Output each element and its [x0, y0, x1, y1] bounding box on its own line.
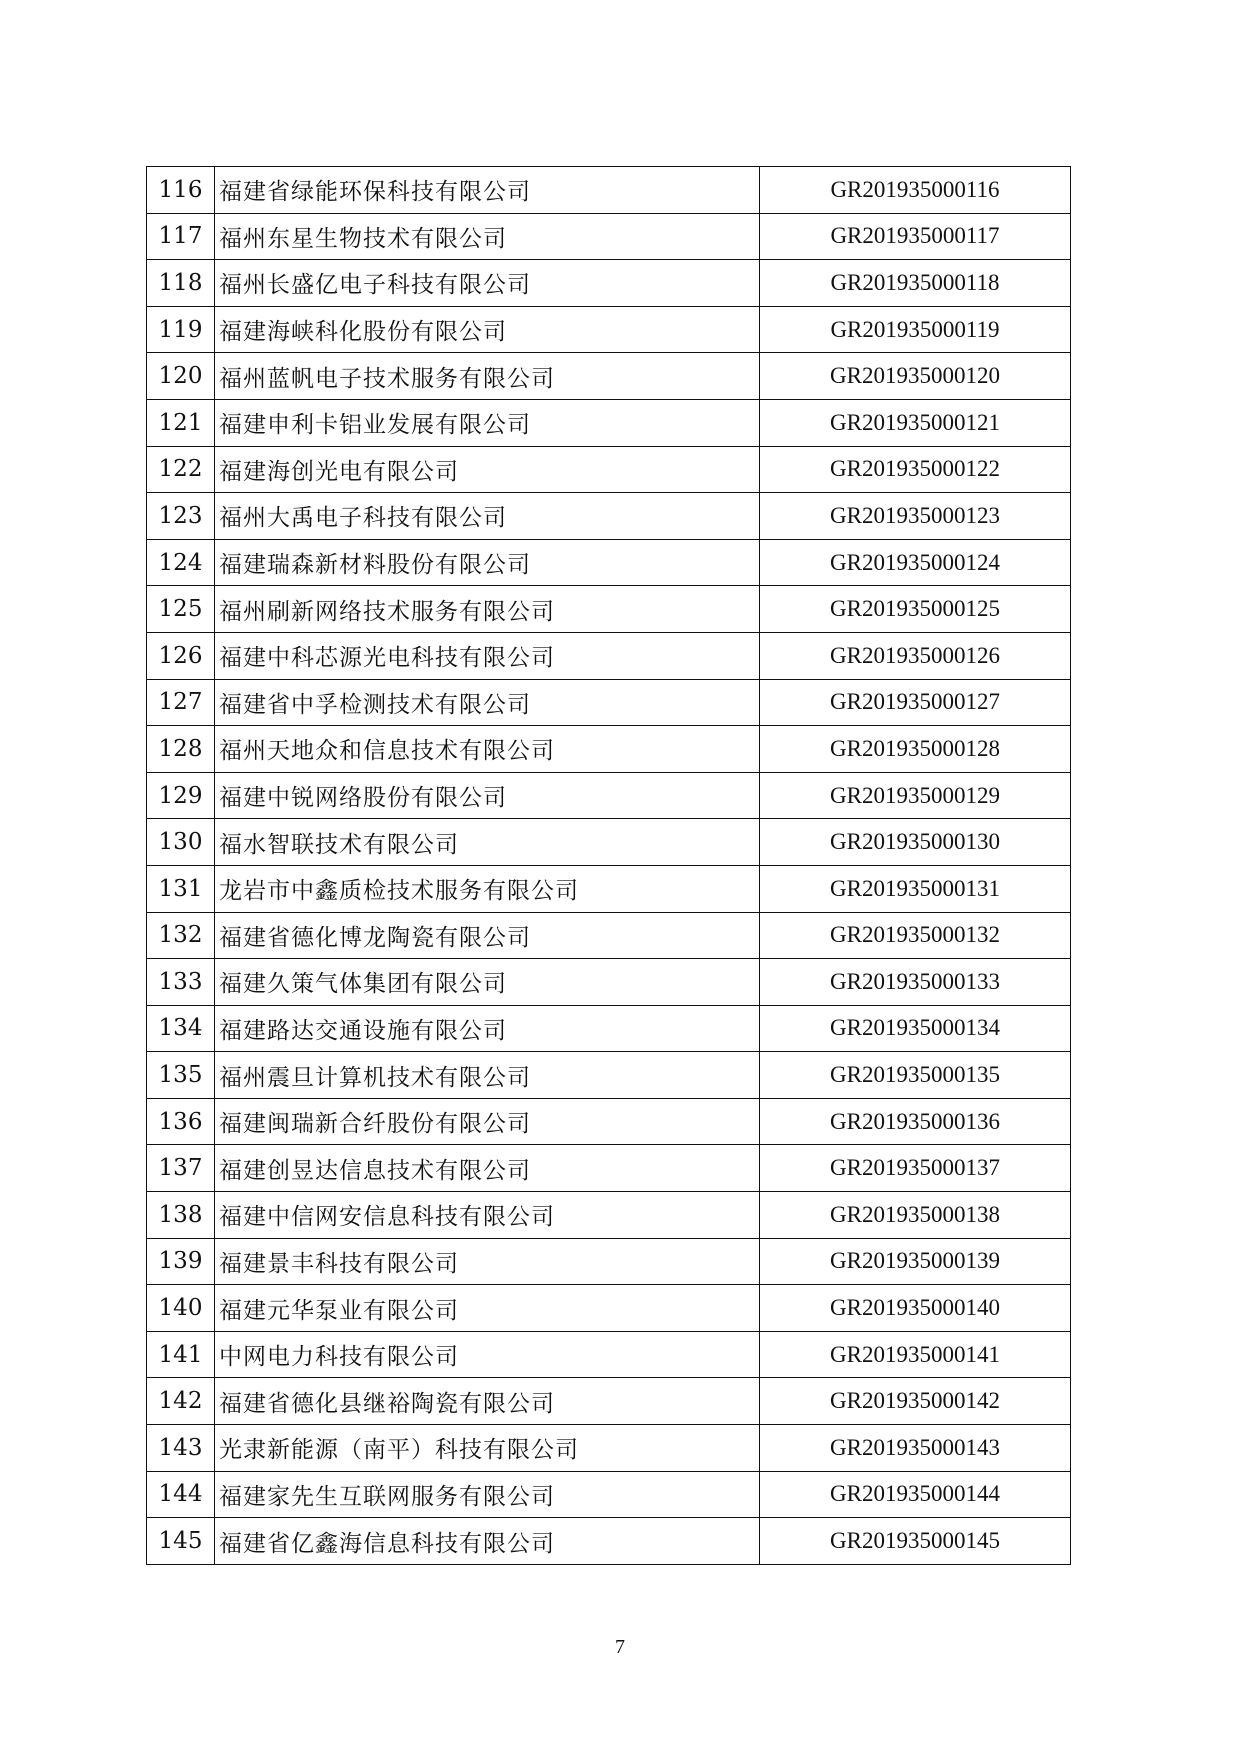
certificate-code: GR201935000127 [760, 679, 1071, 726]
table-row [147, 865, 1071, 912]
row-number: 122 [147, 446, 215, 493]
row-number: 135 [147, 1052, 215, 1099]
row-number: 126 [147, 632, 215, 679]
company-name: 福州东星生物技术有限公司 [215, 213, 760, 260]
company-name: 福州长盛亿电子科技有限公司 [215, 260, 760, 307]
company-name: 福建元华泵业有限公司 [215, 1285, 760, 1332]
row-number: 116 [147, 167, 215, 214]
table-row [147, 1518, 1071, 1565]
company-name: 福建创昱达信息技术有限公司 [215, 1145, 760, 1192]
certificate-code: GR201935000131 [760, 865, 1071, 912]
company-name: 福建省绿能环保科技有限公司 [215, 167, 760, 214]
certificate-code: GR201935000132 [760, 912, 1071, 959]
certificate-code: GR201935000143 [760, 1425, 1071, 1472]
row-number: 145 [147, 1518, 215, 1565]
company-name: 福建久策气体集团有限公司 [215, 959, 760, 1006]
table-row [147, 1192, 1071, 1239]
table-row [147, 1238, 1071, 1285]
row-number: 138 [147, 1192, 215, 1239]
company-name: 福建家先生互联网服务有限公司 [215, 1471, 760, 1518]
company-name: 福建申利卡铝业发展有限公司 [215, 399, 760, 446]
company-name: 福州大禹电子科技有限公司 [215, 493, 760, 540]
table-row [147, 586, 1071, 633]
certificate-code: GR201935000129 [760, 772, 1071, 819]
table-row [147, 493, 1071, 540]
row-number: 142 [147, 1378, 215, 1425]
table-row [147, 446, 1071, 493]
table-row [147, 1098, 1071, 1145]
table-row [147, 679, 1071, 726]
certificate-code: GR201935000130 [760, 819, 1071, 866]
company-name: 福建景丰科技有限公司 [215, 1238, 760, 1285]
company-table-body [147, 167, 1071, 1565]
table-row [147, 1471, 1071, 1518]
table-row [147, 1331, 1071, 1378]
table-row [147, 772, 1071, 819]
table-row [147, 539, 1071, 586]
table-row [147, 1378, 1071, 1425]
row-number: 144 [147, 1471, 215, 1518]
row-number: 119 [147, 306, 215, 353]
company-table-container [146, 166, 1070, 1565]
certificate-code: GR201935000116 [760, 167, 1071, 214]
certificate-code: GR201935000135 [760, 1052, 1071, 1099]
row-number: 130 [147, 819, 215, 866]
row-number: 120 [147, 353, 215, 400]
company-name: 福建海创光电有限公司 [215, 446, 760, 493]
certificate-code: GR201935000121 [760, 399, 1071, 446]
company-name: 光隶新能源（南平）科技有限公司 [215, 1425, 760, 1472]
certificate-code: GR201935000124 [760, 539, 1071, 586]
row-number: 125 [147, 586, 215, 633]
company-name: 福水智联技术有限公司 [215, 819, 760, 866]
certificate-code: GR201935000117 [760, 213, 1071, 260]
row-number: 136 [147, 1098, 215, 1145]
certificate-code: GR201935000140 [760, 1285, 1071, 1332]
certificate-code: GR201935000133 [760, 959, 1071, 1006]
certificate-code: GR201935000138 [760, 1192, 1071, 1239]
certificate-code: GR201935000119 [760, 306, 1071, 353]
company-name: 福建中锐网络股份有限公司 [215, 772, 760, 819]
certificate-code: GR201935000145 [760, 1518, 1071, 1565]
company-name: 福建省德化县继裕陶瓷有限公司 [215, 1378, 760, 1425]
table-row [147, 1425, 1071, 1472]
table-row [147, 306, 1071, 353]
certificate-code: GR201935000139 [760, 1238, 1071, 1285]
company-name: 福建省亿鑫海信息科技有限公司 [215, 1518, 760, 1565]
row-number: 137 [147, 1145, 215, 1192]
company-name: 福建海峡科化股份有限公司 [215, 306, 760, 353]
row-number: 128 [147, 726, 215, 773]
company-name: 中网电力科技有限公司 [215, 1331, 760, 1378]
company-name: 福建路达交通设施有限公司 [215, 1005, 760, 1052]
company-name: 福建中科芯源光电科技有限公司 [215, 632, 760, 679]
row-number: 133 [147, 959, 215, 1006]
certificate-code: GR201935000144 [760, 1471, 1071, 1518]
row-number: 117 [147, 213, 215, 260]
certificate-code: GR201935000123 [760, 493, 1071, 540]
company-name: 福建瑞森新材料股份有限公司 [215, 539, 760, 586]
company-table [146, 166, 1071, 1565]
company-name: 福建中信网安信息科技有限公司 [215, 1192, 760, 1239]
company-name: 福州震旦计算机技术有限公司 [215, 1052, 760, 1099]
row-number: 123 [147, 493, 215, 540]
row-number: 141 [147, 1331, 215, 1378]
certificate-code: GR201935000128 [760, 726, 1071, 773]
row-number: 140 [147, 1285, 215, 1332]
row-number: 124 [147, 539, 215, 586]
row-number: 129 [147, 772, 215, 819]
company-name: 福州刷新网络技术服务有限公司 [215, 586, 760, 633]
certificate-code: GR201935000142 [760, 1378, 1071, 1425]
table-row [147, 1285, 1071, 1332]
table-row [147, 726, 1071, 773]
certificate-code: GR201935000137 [760, 1145, 1071, 1192]
table-row [147, 1145, 1071, 1192]
table-row [147, 912, 1071, 959]
certificate-code: GR201935000120 [760, 353, 1071, 400]
page-number: 7 [615, 1636, 625, 1658]
row-number: 121 [147, 399, 215, 446]
company-name: 福建省德化博龙陶瓷有限公司 [215, 912, 760, 959]
table-row [147, 213, 1071, 260]
row-number: 139 [147, 1238, 215, 1285]
company-name: 福州天地众和信息技术有限公司 [215, 726, 760, 773]
row-number: 118 [147, 260, 215, 307]
company-name: 福州蓝帆电子技术服务有限公司 [215, 353, 760, 400]
table-row [147, 819, 1071, 866]
certificate-code: GR201935000126 [760, 632, 1071, 679]
company-name: 福建闽瑞新合纤股份有限公司 [215, 1098, 760, 1145]
row-number: 127 [147, 679, 215, 726]
certificate-code: GR201935000122 [760, 446, 1071, 493]
table-row [147, 959, 1071, 1006]
table-row [147, 167, 1071, 214]
certificate-code: GR201935000141 [760, 1331, 1071, 1378]
company-name: 福建省中孚检测技术有限公司 [215, 679, 760, 726]
table-row [147, 1052, 1071, 1099]
table-row [147, 353, 1071, 400]
table-row [147, 399, 1071, 446]
row-number: 134 [147, 1005, 215, 1052]
row-number: 131 [147, 865, 215, 912]
certificate-code: GR201935000125 [760, 586, 1071, 633]
certificate-code: GR201935000134 [760, 1005, 1071, 1052]
row-number: 132 [147, 912, 215, 959]
certificate-code: GR201935000118 [760, 260, 1071, 307]
table-row [147, 260, 1071, 307]
certificate-code: GR201935000136 [760, 1098, 1071, 1145]
row-number: 143 [147, 1425, 215, 1472]
company-name: 龙岩市中鑫质检技术服务有限公司 [215, 865, 760, 912]
table-row [147, 632, 1071, 679]
table-row [147, 1005, 1071, 1052]
